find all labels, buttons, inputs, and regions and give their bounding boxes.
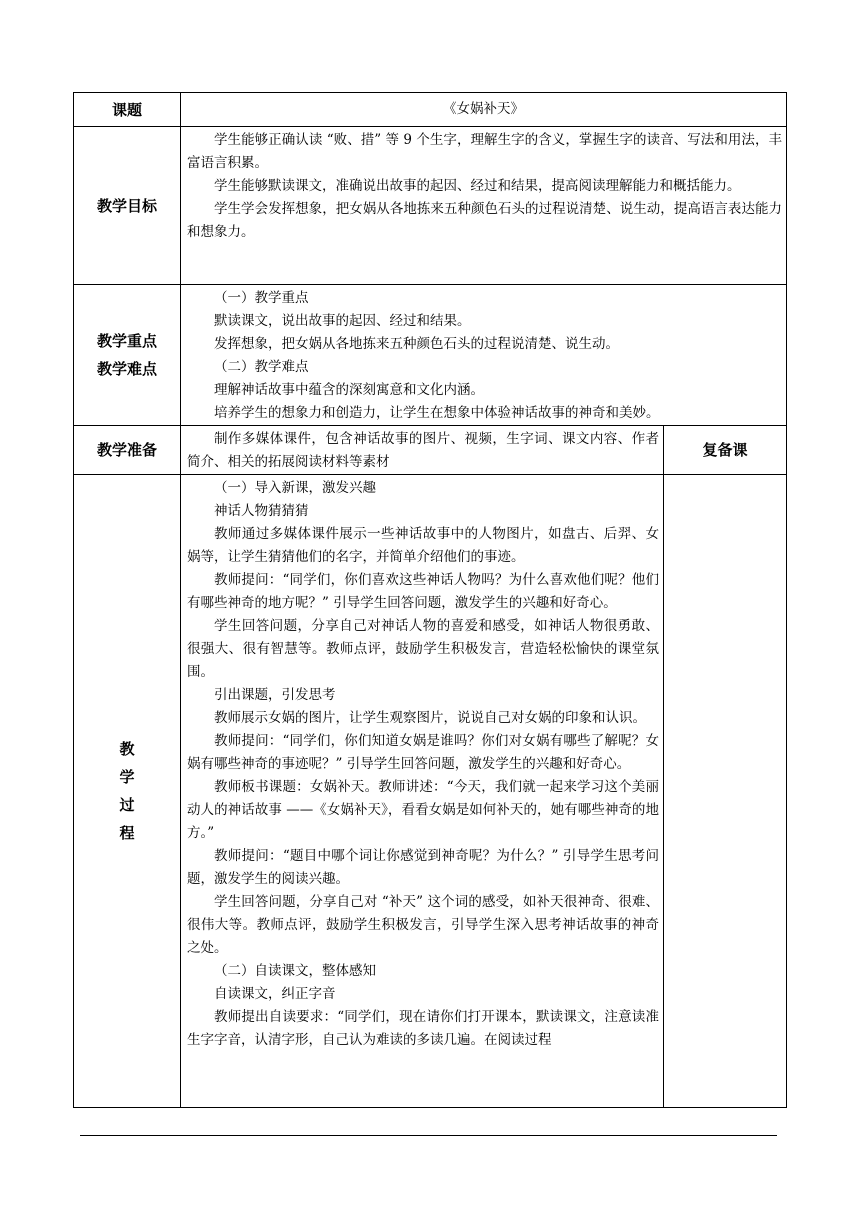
process-sub-1: 神话人物猜猜猜 [214, 503, 309, 519]
title-row [74, 93, 787, 127]
title-label: 课题 [74, 93, 181, 127]
preparation-text: 制作多媒体课件，包含神话故事的图片、视频，生字词、课文内容、作者简介、相关的拓展阅读材料等素材 [187, 431, 659, 470]
process-sub-2: 引出课题，引发思考 [214, 687, 336, 703]
key-points-row [74, 285, 787, 426]
revision-label: 复备课 [664, 426, 787, 475]
process-sub-3: 自读课文，纠正字音 [214, 986, 336, 1002]
key-points-label [74, 285, 181, 426]
process-paragraph-2: 教师提问：“同学们，你们喜欢这些神话人物吗？为什么喜欢他们呢？他们有哪些神奇的地方呢？” 引导学生回答问题，激发学生的兴趣和好奇心。 [187, 572, 659, 611]
lesson-plan-table [73, 92, 787, 1108]
objective-3: 学生学会发挥想象，把女娲从各地拣来五种颜色石头的过程说清楚、说生动，提高语言表达能力和想象力。 [187, 201, 782, 240]
difficulty-heading: （二）教学难点 [214, 359, 309, 375]
preparation-content [181, 426, 664, 475]
title-value: 《女娲补天》 [181, 93, 787, 127]
difficulty-2: 培养学生的想象力和创造力，让学生在想象中体验神话故事的神奇和美妙。 [214, 405, 660, 421]
process-paragraph-9: 教师提出自读要求：“同学们，现在请你们打开课本，默读课文，注意读准生字字音，认清字形，自己认为难读的多读几遍。在阅读过程 [187, 1009, 659, 1048]
process-paragraph-8: 学生回答问题，分享自己对 “补天” 这个词的感受，如补天很神奇、很难、很伟大等。教师点评，鼓励学生积极发言，引导学生深入思考神话故事的神奇之处。 [187, 894, 659, 956]
process-label-char-1: 教 [119, 740, 135, 758]
key-points-content [181, 285, 787, 426]
process-paragraph-6: 教师板书课题：女娲补天。教师讲述：“今天，我们就一起来学习这个美丽动人的神话故事 ——《女娲补天》，看看女娲是如何补天的，她有哪些神奇的地方。” [187, 779, 659, 841]
process-paragraph-4: 教师展示女娲的图片，让学生观察图片，说说自己对女娲的印象和认识。 [214, 710, 646, 726]
preparation-row [74, 426, 787, 475]
difficulty-1: 理解神话故事中蕴含的深刻寓意和文化内涵。 [214, 382, 484, 398]
process-label [74, 475, 181, 1108]
process-label-char-3: 过 [119, 796, 135, 814]
process-label-char-4: 程 [119, 824, 135, 842]
objectives-row [74, 127, 787, 285]
objective-1: 学生能够正确认读 “败、措” 等 9 个生字，理解生字的含义，掌握生字的读音、写法和用法，丰富语言积累。 [187, 132, 782, 171]
footer-divider [80, 1135, 777, 1136]
preparation-label: 教学准备 [74, 426, 181, 475]
process-row [74, 475, 787, 1108]
process-paragraph-7: 教师提问：“题目中哪个词让你感觉到神奇呢？为什么？” 引导学生思考问题，激发学生的阅读兴趣。 [187, 848, 659, 887]
process-heading-2: （二）自读课文，整体感知 [214, 963, 376, 979]
key-point-2: 发挥想象，把女娲从各地拣来五种颜色石头的过程说清楚、说生动。 [214, 336, 619, 352]
key-points-heading: （一）教学重点 [214, 290, 309, 306]
process-label-char-2: 学 [119, 768, 135, 786]
revision-notes-cell [664, 475, 787, 1108]
key-point-1: 默读课文，说出故事的起因、经过和结果。 [214, 313, 471, 329]
process-paragraph-3: 学生回答问题，分享自己对神话人物的喜爱和感受，如神话人物很勇敢、很强大、很有智慧等。教师点评，鼓励学生积极发言，营造轻松愉快的课堂氛围。 [187, 618, 659, 680]
objectives-content [181, 127, 787, 285]
process-content [181, 475, 664, 1108]
objective-2: 学生能够默读课文，准确说出故事的起因、经过和结果，提高阅读理解能力和概括能力。 [214, 178, 741, 194]
key-points-label-line1: 教学重点 [96, 332, 157, 350]
process-paragraph-1: 教师通过多媒体课件展示一些神话故事中的人物图片，如盘古、后羿、女娲等，让学生猜猜他们的名字，并简单介绍他们的事迹。 [187, 526, 659, 565]
key-points-label-line2: 教学难点 [96, 360, 157, 378]
objectives-label: 教学目标 [74, 127, 181, 285]
process-paragraph-5: 教师提问：“同学们，你们知道女娲是谁吗？你们对女娲有哪些了解呢？女娲有哪些神奇的事迹呢？” 引导学生回答问题，激发学生的兴趣和好奇心。 [187, 733, 659, 772]
process-heading-1: （一）导入新课，激发兴趣 [214, 480, 376, 496]
